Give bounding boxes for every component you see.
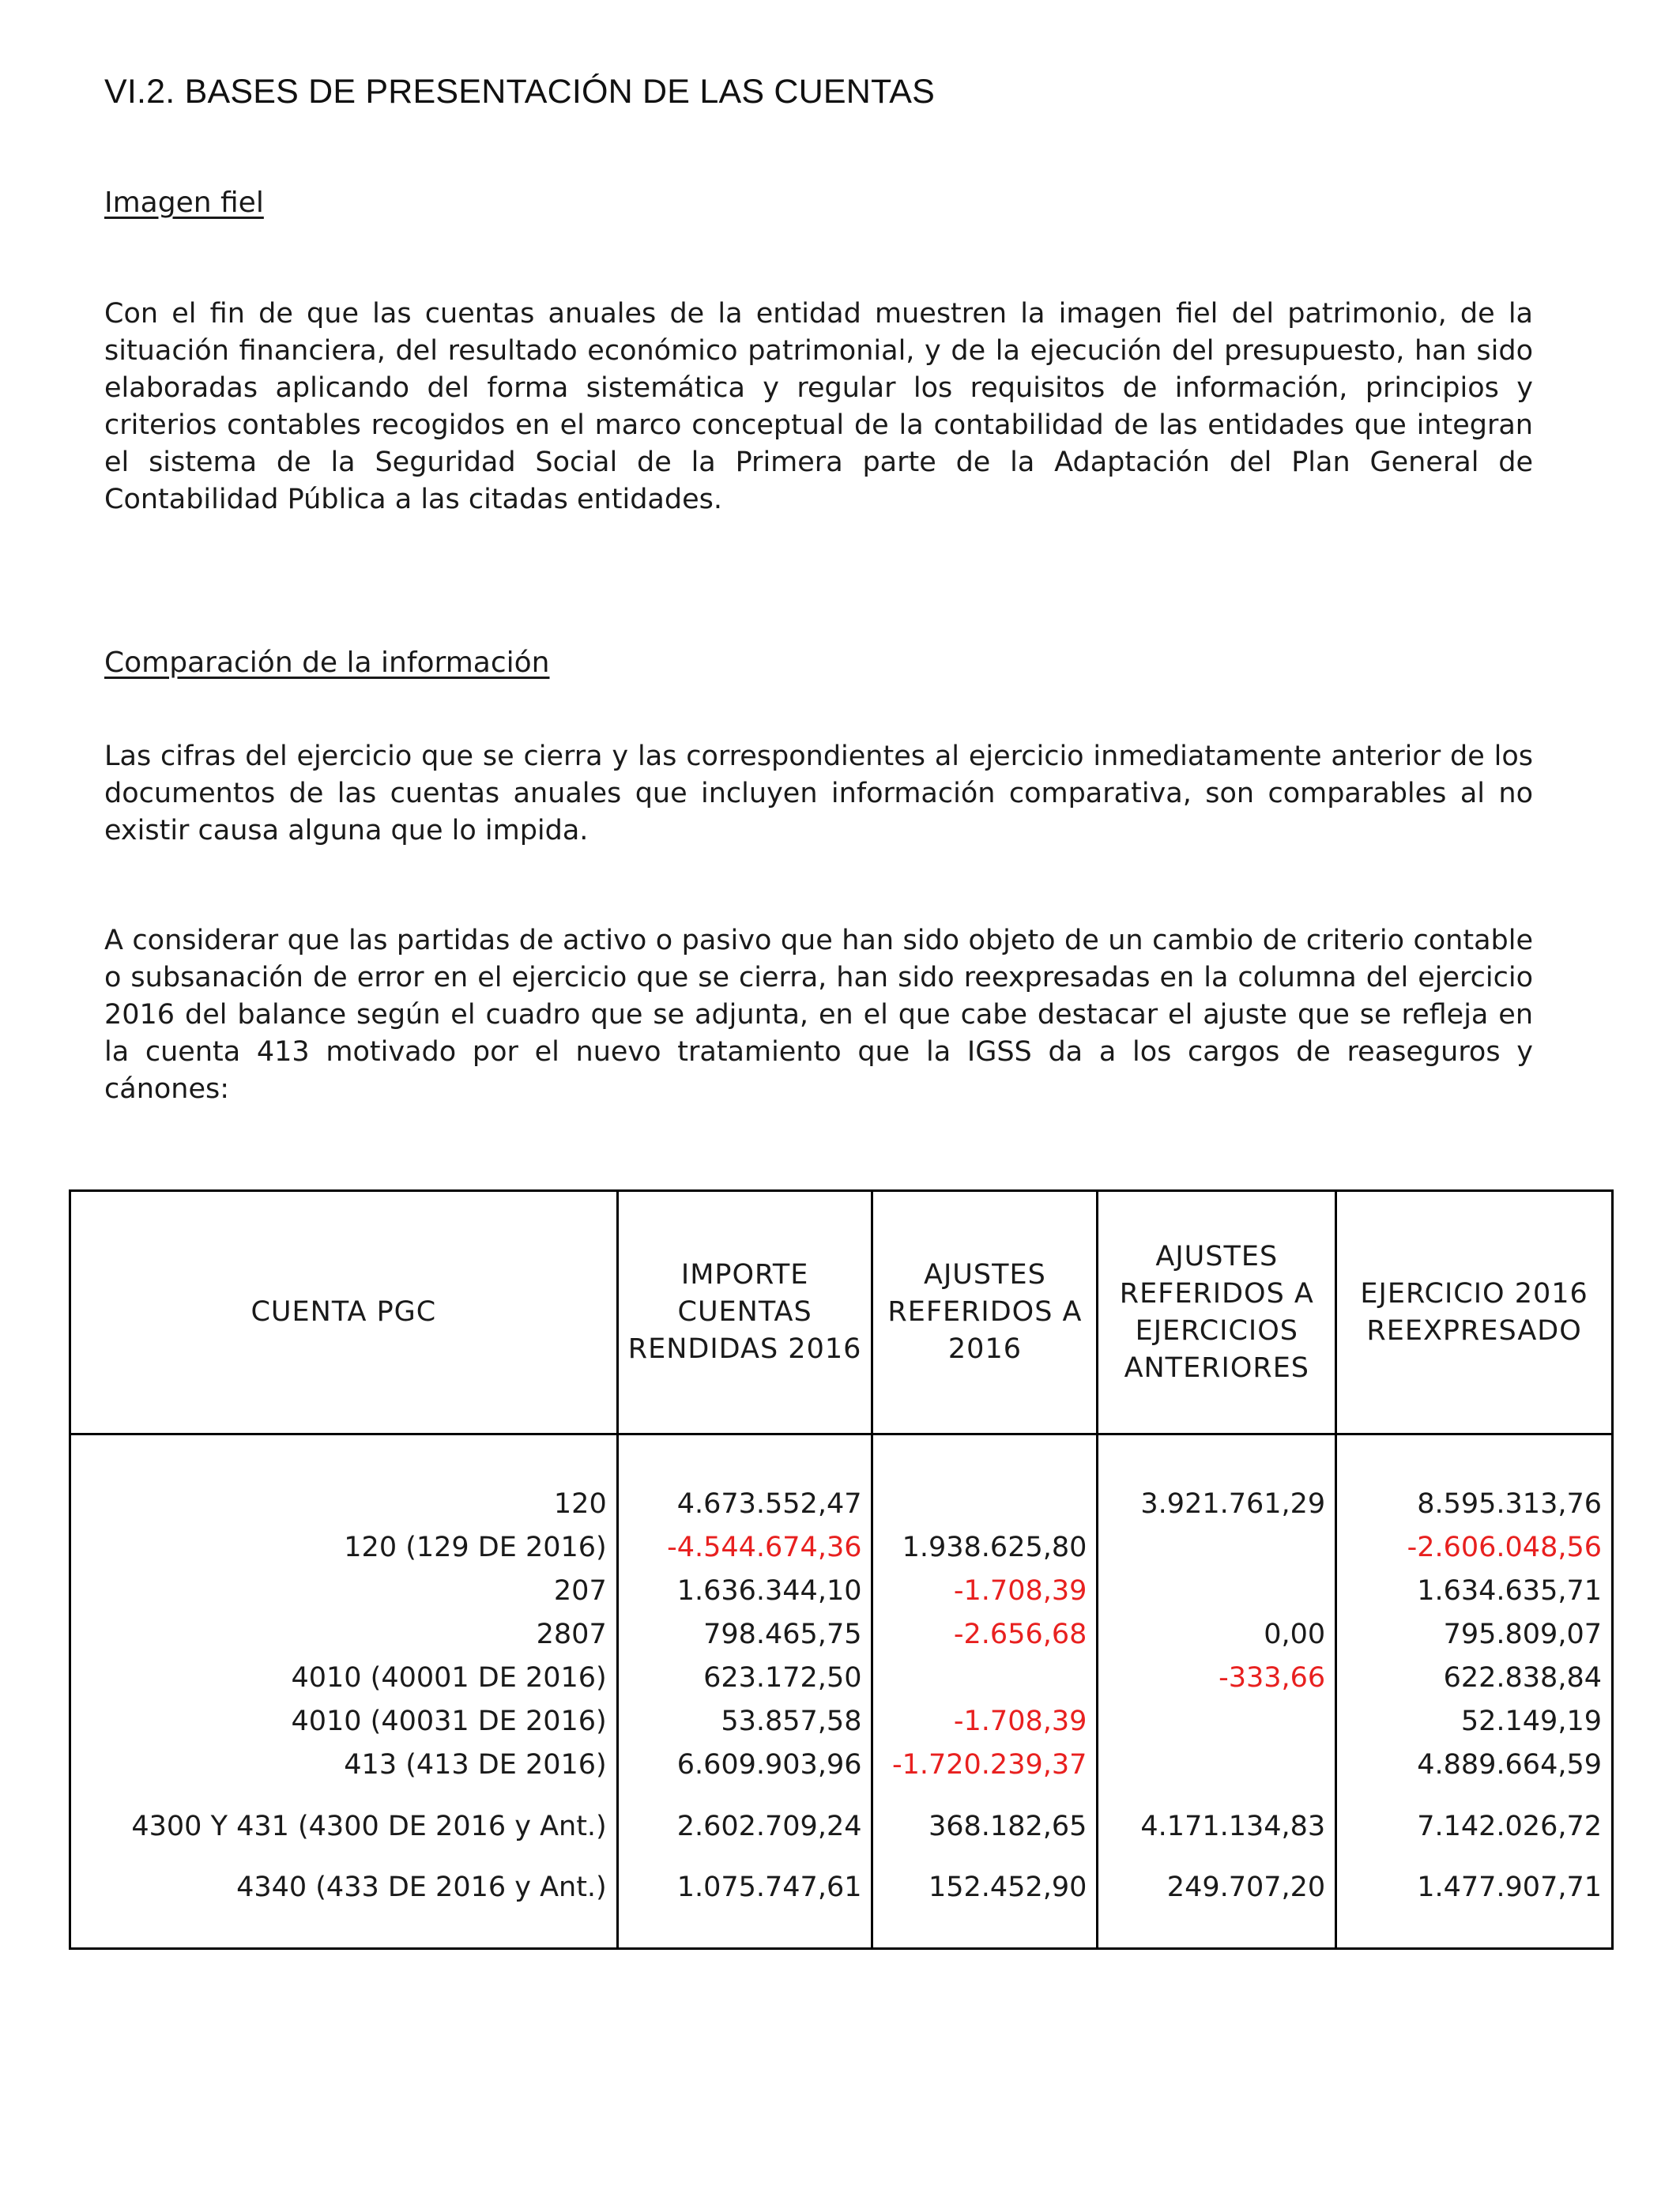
cell-account: 413 (413 DE 2016) [70, 1744, 618, 1787]
table-row [70, 1570, 1613, 1613]
paragraph-comparacion-1: Las cifras del ejercicio que se cierra y las correspondientes al ejercicio inmediatamente anterior de los documentos de las cuentas anuales que incluyen información comparativa, son comparables al no existir causa alguna que lo impida. [104, 741, 1533, 846]
cell-importe: 4.673.552,47 [617, 1483, 872, 1526]
table-row [70, 1866, 1613, 1909]
cell-ajuste-anteriores: 249.707,20 [1098, 1866, 1336, 1909]
table-spacer-row [70, 1909, 1613, 1949]
cell-importe: 1.075.747,61 [617, 1866, 872, 1909]
header-ajustes-2016: AJUSTES REFERIDOS A 2016 [872, 1191, 1098, 1434]
cell-importe: 1.636.344,10 [617, 1570, 872, 1613]
cell-ajuste-anteriores: 4.171.134,83 [1098, 1787, 1336, 1866]
table-header-row [70, 1191, 1613, 1434]
table-spacer-row [70, 1434, 1613, 1483]
cell-account: 4010 (40001 DE 2016) [70, 1657, 618, 1700]
cell-ajuste-2016 [872, 1657, 1098, 1700]
cell-ajuste-2016: 1.938.625,80 [872, 1526, 1098, 1570]
reexpression-table [69, 1189, 1614, 1950]
section-heading-comparacion: Comparación de la información [104, 647, 550, 679]
cell-reexpresado: 1.477.907,71 [1336, 1866, 1613, 1909]
cell-ajuste-anteriores: 0,00 [1098, 1613, 1336, 1657]
cell-ajuste-anteriores: 3.921.761,29 [1098, 1483, 1336, 1526]
cell-reexpresado: 8.595.313,76 [1336, 1483, 1613, 1526]
cell-reexpresado: 4.889.664,59 [1336, 1744, 1613, 1787]
table-row [70, 1787, 1613, 1866]
cell-importe: 798.465,75 [617, 1613, 872, 1657]
table-row [70, 1744, 1613, 1787]
cell-ajuste-2016: -1.708,39 [872, 1700, 1098, 1744]
section-heading-imagen-fiel: Imagen fiel [104, 187, 264, 219]
cell-account: 4300 Y 431 (4300 DE 2016 y Ant.) [70, 1787, 618, 1866]
cell-ajuste-anteriores [1098, 1570, 1336, 1613]
header-importe-cuentas-rendidas: IMPORTE CUENTAS RENDIDAS 2016 [617, 1191, 872, 1434]
cell-reexpresado: 1.634.635,71 [1336, 1570, 1613, 1613]
paragraph-comparacion-2: A considerar que las partidas de activo o pasivo que han sido objeto de un cambio de criterio contable o subsanación de error en el ejercicio que se cierra, han sido reexpresadas en la columna del ejercicio 2016 del balance según el cuadro que se adjunta, en el que cabe destacar el ajuste que se refleja en la cuenta 413 motivado por el nuevo tratamiento que la IGSS da a los cargos de reaseguros y cánones: [104, 925, 1533, 1105]
cell-importe: 6.609.903,96 [617, 1744, 872, 1787]
table-row [70, 1700, 1613, 1744]
cell-reexpresado: -2.606.048,56 [1336, 1526, 1613, 1570]
cell-account: 2807 [70, 1613, 618, 1657]
table-row [70, 1526, 1613, 1570]
paragraph-imagen-fiel: Con el fin de que las cuentas anuales de la entidad muestren la imagen fiel del patrimonio, de la situación financiera, del resultado económico patrimonial, y de la ejecución del presupuesto, han sido elaboradas aplicando del forma sistemática y regular los requisitos de información, principios y criterios contables recogidos en el marco conceptual de la contabilidad de las entidades que integran el sistema de la Seguridad Social de la Primera parte de la Adaptación del Plan General de Contabilidad Pública a las citadas entidades. [104, 298, 1533, 515]
cell-ajuste-2016 [872, 1483, 1098, 1526]
table-row [70, 1613, 1613, 1657]
cell-importe: -4.544.674,36 [617, 1526, 872, 1570]
cell-reexpresado: 795.809,07 [1336, 1613, 1613, 1657]
cell-ajuste-2016: -2.656,68 [872, 1613, 1098, 1657]
cell-account: 207 [70, 1570, 618, 1613]
cell-reexpresado: 7.142.026,72 [1336, 1787, 1613, 1866]
cell-importe: 53.857,58 [617, 1700, 872, 1744]
page-title: VI.2. BASES DE PRESENTACIÓN DE LAS CUENTAS [104, 73, 936, 111]
cell-account: 120 [70, 1483, 618, 1526]
cell-importe: 623.172,50 [617, 1657, 872, 1700]
cell-ajuste-2016: 368.182,65 [872, 1787, 1098, 1866]
table-row [70, 1657, 1613, 1700]
cell-ajuste-anteriores [1098, 1526, 1336, 1570]
cell-importe: 2.602.709,24 [617, 1787, 872, 1866]
header-cuenta-pgc: CUENTA PGC [70, 1191, 618, 1434]
cell-ajuste-2016: -1.708,39 [872, 1570, 1098, 1613]
header-ejercicio-reexpresado: EJERCICIO 2016 REEXPRESADO [1336, 1191, 1613, 1434]
cell-ajuste-anteriores [1098, 1700, 1336, 1744]
cell-ajuste-anteriores [1098, 1744, 1336, 1787]
cell-reexpresado: 622.838,84 [1336, 1657, 1613, 1700]
cell-ajuste-2016: -1.720.239,37 [872, 1744, 1098, 1787]
cell-account: 4010 (40031 DE 2016) [70, 1700, 618, 1744]
cell-ajuste-2016: 152.452,90 [872, 1866, 1098, 1909]
header-ajustes-ejercicios-anteriores: AJUSTES REFERIDOS A EJERCICIOS ANTERIORES [1098, 1191, 1336, 1434]
cell-ajuste-anteriores: -333,66 [1098, 1657, 1336, 1700]
cell-account: 120 (129 DE 2016) [70, 1526, 618, 1570]
table-row [70, 1483, 1613, 1526]
cell-reexpresado: 52.149,19 [1336, 1700, 1613, 1744]
cell-account: 4340 (433 DE 2016 y Ant.) [70, 1866, 618, 1909]
